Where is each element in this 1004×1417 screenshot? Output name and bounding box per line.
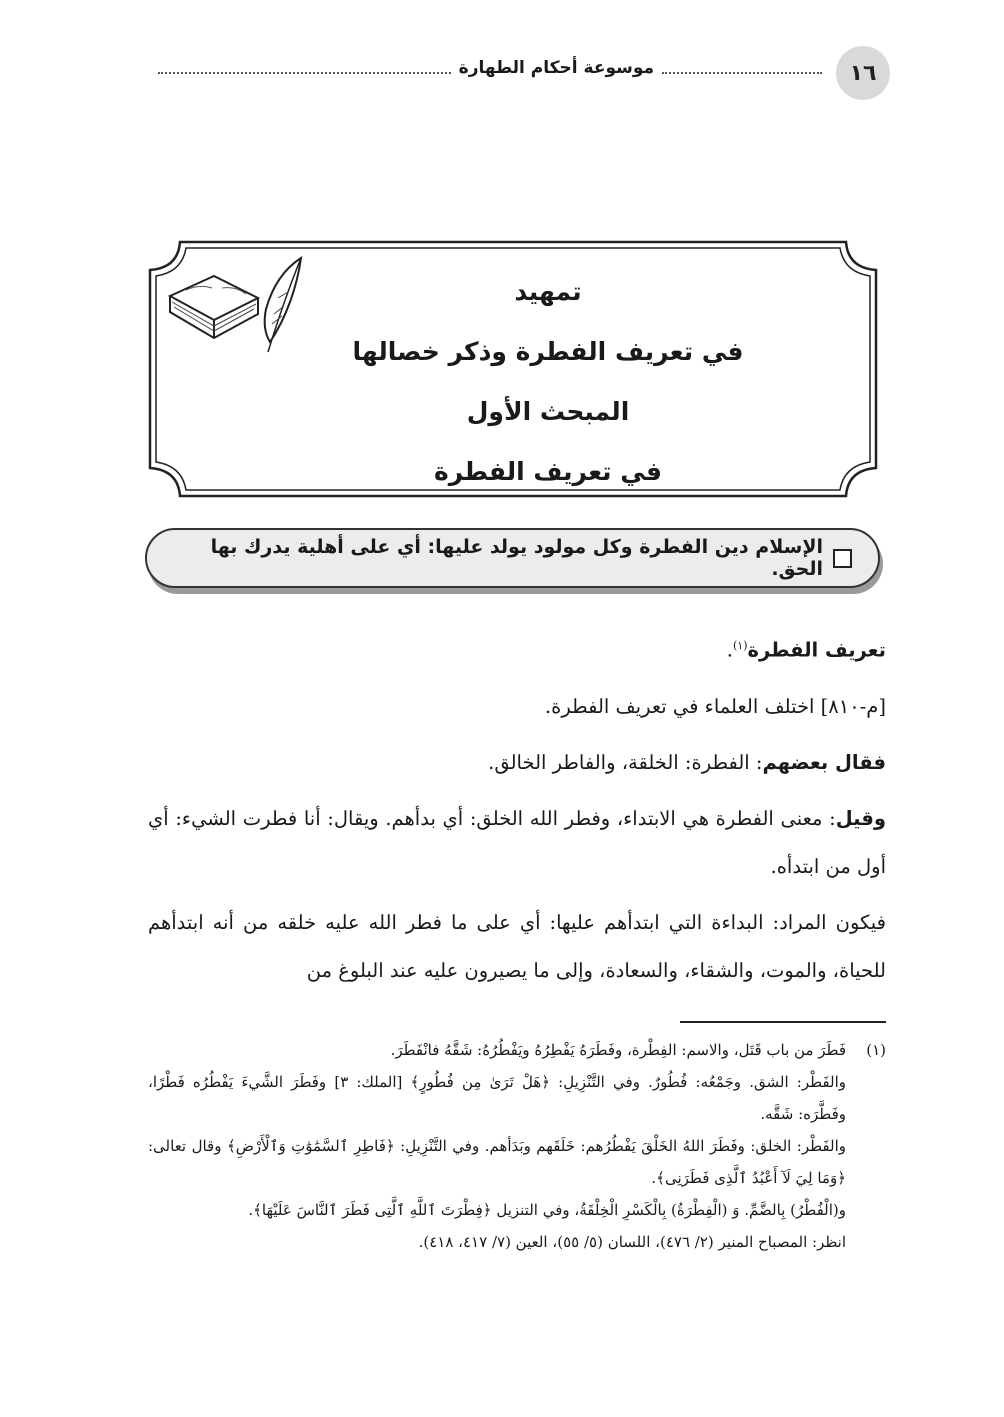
footnote-line-5: انظر: المصباح المنير (٢/ ٤٧٦)، اللسان (٥/ ٥٥)، العين (٧/ ٤١٧، ٤١٨).	[418, 1233, 846, 1251]
body-text	[148, 622, 886, 1003]
running-header	[150, 58, 830, 78]
footnotes	[148, 1034, 886, 1258]
title-line-4: في تعريف الفطرة	[434, 457, 662, 486]
header-dots-left	[158, 62, 451, 74]
footnote-number: (١)	[866, 1041, 886, 1059]
footnote-line-4: و(الْفُطْرُ) بِالضَّمِّ. وَ (الْفِطْرَةُ) بِالْكَسْرِ الْخِلْقَةُ، وفي التنزيل ﴿فِطْرَتَ ٱللَّهِ ٱلَّتِى فَطَرَ ٱلنَّاسَ عَلَيْهَا﴾.	[248, 1201, 846, 1219]
rule-text: الإسلام دين الفطرة وكل مولود يولد عليها: أي على أهلية يدرك بها الحق.	[210, 536, 823, 580]
footnote-text-1: فَطَرَ من باب قَتَل، والاسم: الفِطْرة، وفَطَرَهُ يَفْطِرُهُ ويَفْطُرُهُ: شَقَّهُ فانْفَطَرَ.	[390, 1041, 846, 1059]
page-number: ١٦	[836, 46, 890, 100]
paragraph-3	[148, 795, 886, 891]
checkbox-icon	[833, 549, 852, 568]
title-block	[298, 262, 798, 502]
paragraph-2	[148, 739, 886, 787]
title-line-3: المبحث الأول	[466, 397, 630, 426]
paragraph-2-lead: فقال بعضهم	[762, 750, 886, 774]
running-title: موسوعة أحكام الطهارة	[458, 58, 654, 78]
header-dots-right	[662, 62, 822, 74]
footnote-line-2: والفَطْر: الشق. وجَمْعُه: فُطُورٌ. وفي التَّنْزِيلِ: ﴿هَلْ تَرَىٰ مِن فُطُورٍ﴾ [الملك: ٣] وفَطَرَ الشَّيءَ يَفْطُرُه فَطْرًا، وفَطَّرَه: شَقَّه.	[148, 1073, 846, 1123]
title-frame	[148, 240, 878, 498]
title-line-2: في تعريف الفطرة وذكر خصالها	[352, 337, 744, 366]
book-and-quill-icon	[166, 254, 311, 366]
footnote-line-1	[148, 1034, 886, 1066]
section-heading	[148, 622, 886, 675]
paragraph-1: [م-٨١٠] اختلف العلماء في تعريف الفطرة.	[544, 694, 886, 718]
paragraph-3-rest: : معنى الفطرة هي الابتداء، وفطر الله الخلق: أي بدأهم. ويقال: أنا فطرت الشيء: أي أول من ابتدأه.	[148, 806, 886, 878]
footnote-ref: (١)	[733, 639, 748, 652]
footnote-separator	[680, 1021, 886, 1023]
title-line-1: تمهيد	[514, 277, 582, 306]
paragraph-3-lead: وقيل	[835, 806, 886, 830]
paragraph-4: فيكون المراد: البداءة التي ابتدأهم عليها: أي على ما فطر الله عليه خلقه من أنه ابتدأهم للحياة، والموت، والشقاء، والسعادة، وإلى ما يصيرون عليه عند البلوغ من	[148, 910, 886, 982]
footnote-line-3: والفَطْر: الخلق: وفَطَرَ اللهُ الخَلْقَ يَفْطُرُهم: خَلَقَهم وبَدَأهم. وفي التَّنْزِيلِ: ﴿فَاطِرِ ٱلسَّمَٰوَٰتِ وَٱلْأَرْضِ﴾ وقال تعالى: ﴿وَمَا لِيَ لَآ أَعْبُدُ ٱلَّذِى فَطَرَنِى﴾.	[148, 1137, 846, 1187]
paragraph-2-rest: : الفطرة: الخلقة، والفاطر الخالق.	[488, 750, 763, 774]
heading-end: .	[726, 638, 733, 662]
rule-box	[145, 528, 880, 588]
heading-text: تعريف الفطرة	[747, 638, 886, 662]
